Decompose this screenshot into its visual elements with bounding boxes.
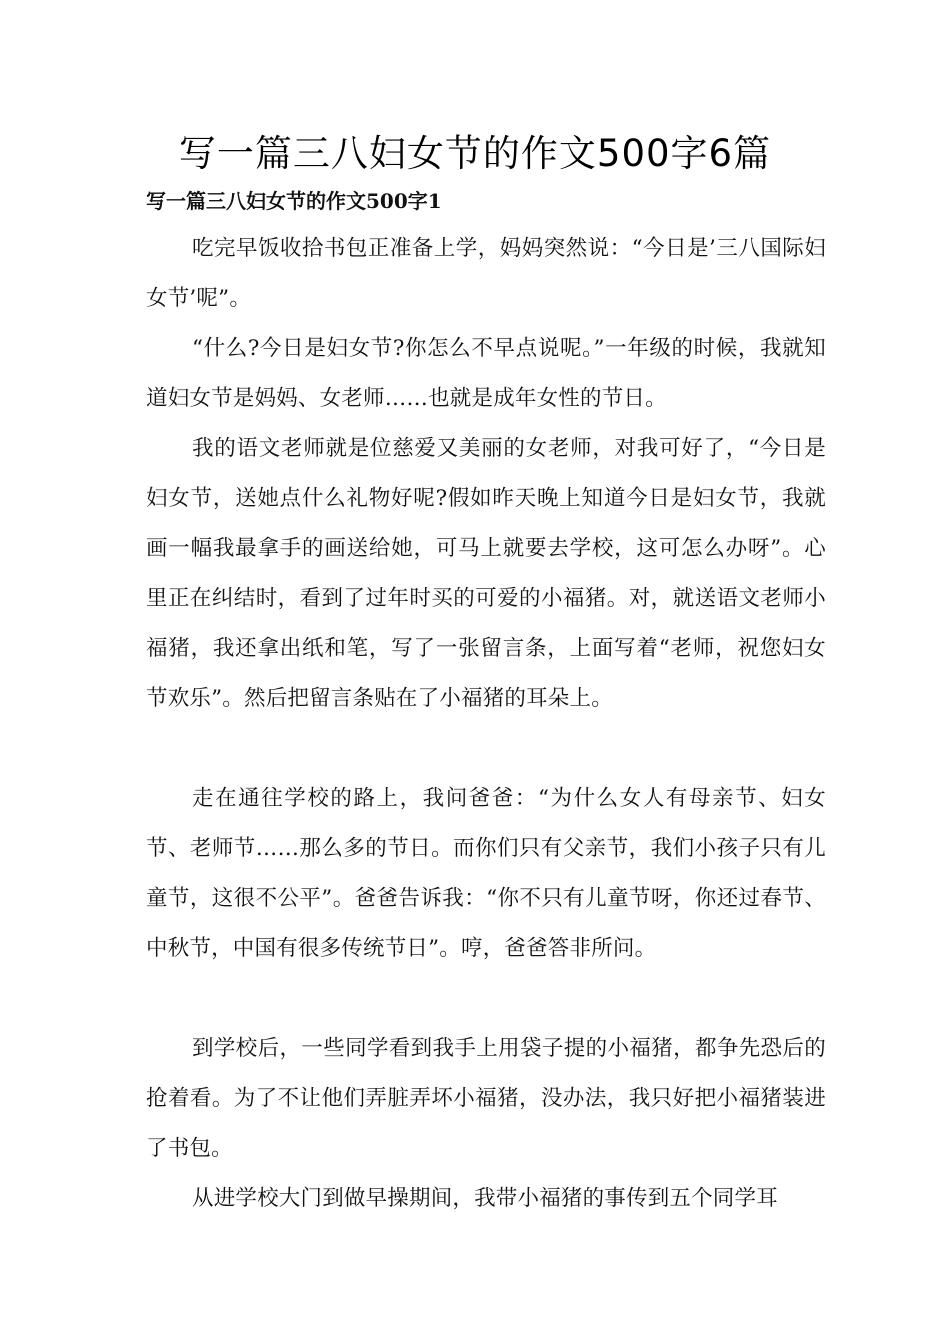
paragraph-3: 我的语文老师就是位慈爱又美丽的女老师，对我可好了，“今日是妇女节，送她点什么礼物好呢?假如昨天晚上知道今日是妇女节，我就画一幅我最拿手的画送给她，可马上就要去学校，这可怎么办呀”。心里正在纠结时，看到了过年时买的可爱的小福猪。对，就送语文老师小福猪，我还拿出纸和笔，写了一张留言条，上面写着“老师，祝您妇女节欢乐”。然后把留言条贴在了小福猪的耳朵上。 [146, 436, 826, 711]
paragraph-1: 吃完早饭收拾书包正准备上学，妈妈突然说：“今日是’三八国际妇女节’呢”。 [146, 236, 826, 311]
paragraph-5: 到学校后，一些同学看到我手上用袋子提的小福猪，都争先恐后的抢着看。为了不让他们弄脏弄坏小福猪，没办法，我只好把小福猪装进了书包。 [146, 1036, 826, 1161]
paragraph-6: 从进学校大门到做早操期间，我带小福猪的事传到五个同学耳 [192, 1186, 778, 1211]
document-title: 写一篇三八妇女节的作文500字6篇 [178, 132, 772, 175]
paragraph-2: “什么?今日是妇女节?你怎么不早点说呢。”一年级的时候，我就知道妇女节是妈妈、女老师……也就是成年女性的节日。 [146, 336, 826, 411]
section-heading: 写一篇三八妇女节的作文500字1 [146, 189, 442, 213]
paragraph-4: 走在通往学校的路上，我问爸爸：“为什么女人有母亲节、妇女节、老师节……那么多的节日。而你们只有父亲节，我们小孩子只有儿童节，这很不公平”。爸爸告诉我：“你不只有儿童节呀，你还过春节、中秋节，中国有很多传统节日”。哼，爸爸答非所问。 [146, 786, 826, 961]
